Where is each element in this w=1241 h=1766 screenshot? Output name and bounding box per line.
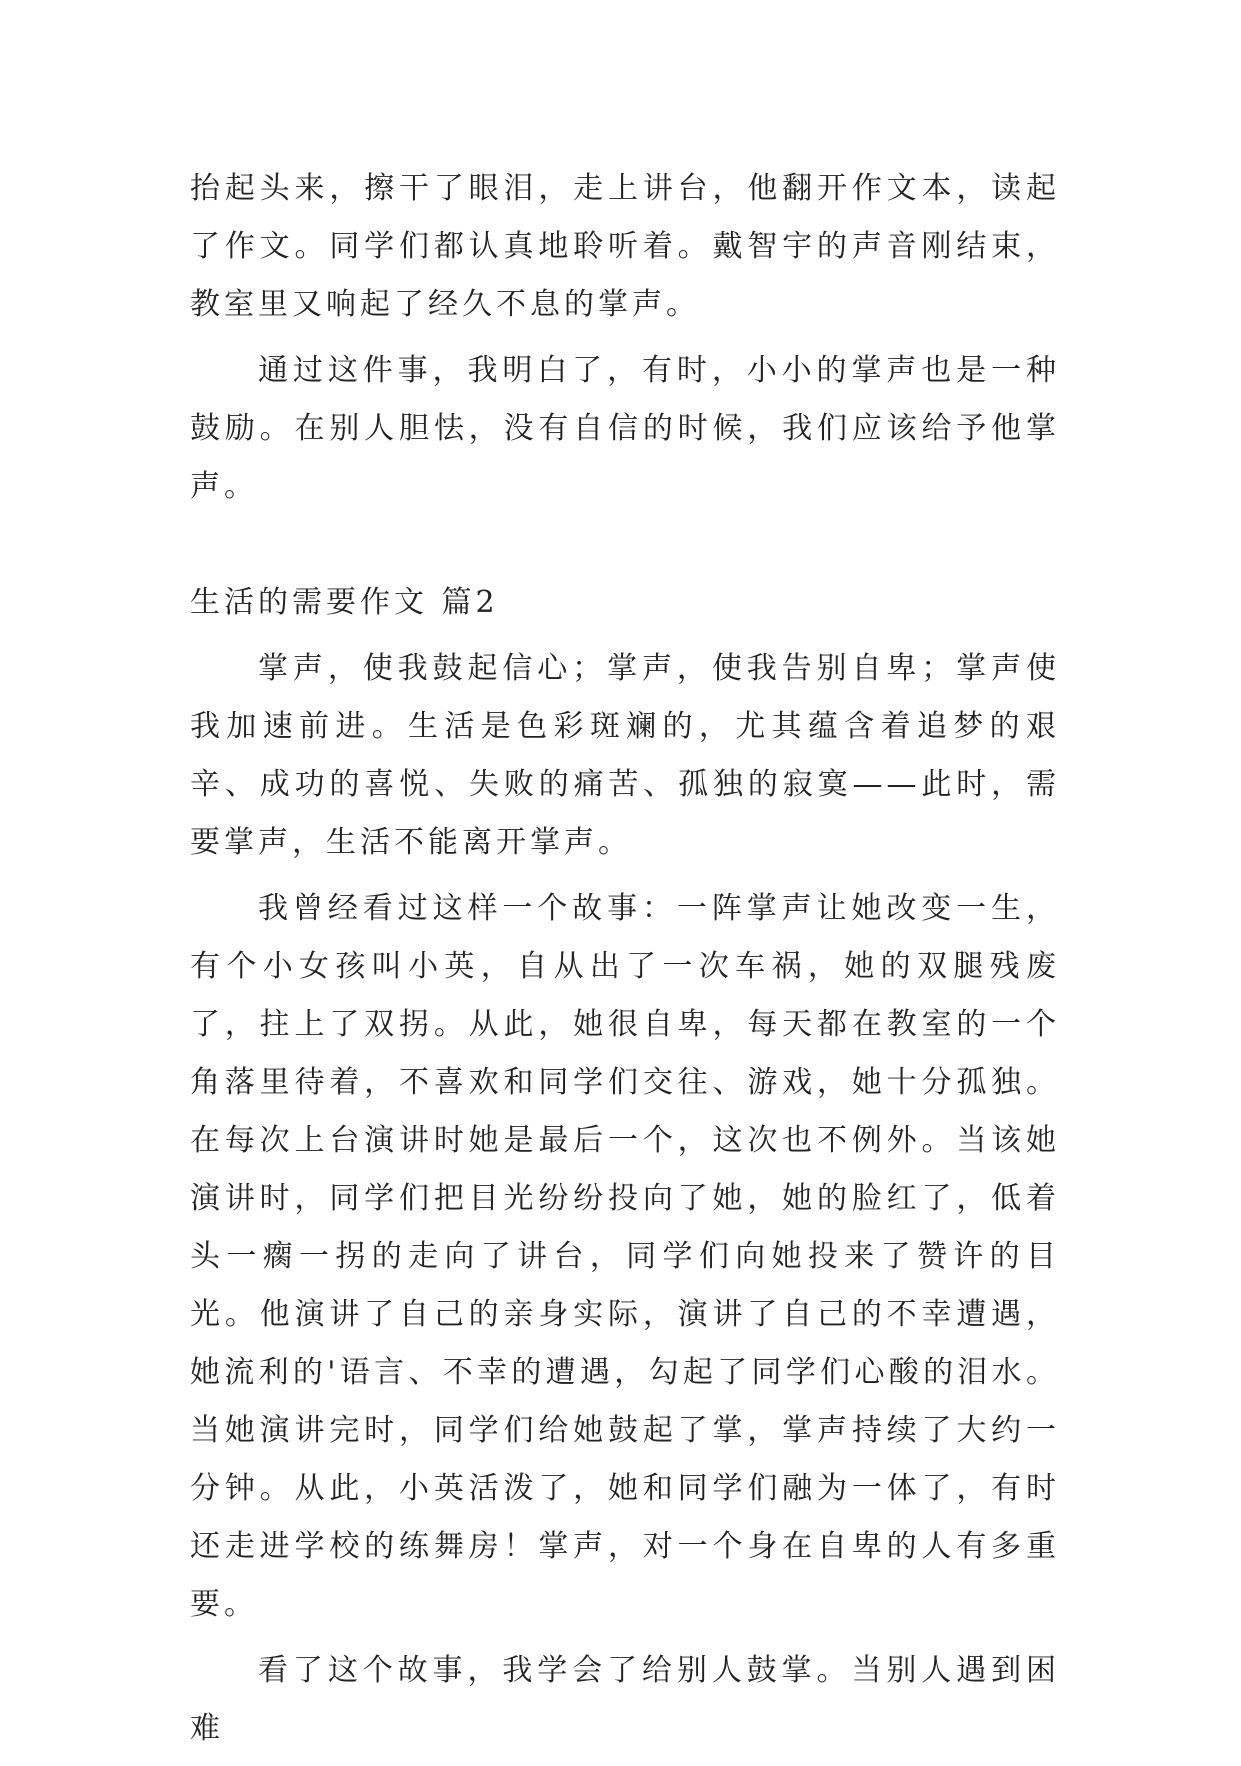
paragraph-4: 我曾经看过这样一个故事：一阵掌声让她改变一生，有个小女孩叫小英，自从出了一次车祸，她的双腿残废了，拄上了双拐。从此，她很自卑，每天都在教室的一个角落里待着，不喜欢和同学们交往、游戏，她十分孤独。在每次上台演讲时她是最后一个，这次也不例外。当该她演讲时，同学们把目光纷纷投向了她，她的脸红了，低着头一瘸一拐的走向了讲台，同学们向她投来了赞许的目光。他演讲了自己的亲身实际，演讲了自己的不幸遭遇，她流利的'语言、不幸的遭遇，勾起了同学们心酸的泪水。当她演讲完时，同学们给她鼓起了掌，掌声持续了大约一分钟。从此，小英活泼了，她和同学们融为一体了，有时还走进学校的练舞房！掌声，对一个身在自卑的人有多重要。 — [190, 891, 1060, 1622]
section-title: 生活的需要作文 篇2 — [190, 585, 499, 620]
paragraph-1: 抬起头来，擦干了眼泪，走上讲台，他翻开作文本，读起了作文。同学们都认真地聆听着。戴智宇的声音刚结束，教室里又响起了经久不息的掌声。 — [190, 171, 1060, 322]
paragraph-3: 掌声，使我鼓起信心；掌声，使我告别自卑；掌声使我加速前进。生活是色彩斑斓的，尤其蕴含着追梦的艰辛、成功的喜悦、失败的痛苦、孤独的寂寞——此时，需要掌声，生活不能离开掌声。 — [190, 651, 1060, 860]
paragraph-2: 通过这件事，我明白了，有时，小小的掌声也是一种鼓励。在别人胆怯，没有自信的时候，我们应该给予他掌声。 — [190, 353, 1060, 504]
document-body — [190, 160, 1060, 1766]
paragraph-5: 看了这个故事，我学会了给别人鼓掌。当别人遇到困难 — [190, 1653, 1060, 1746]
